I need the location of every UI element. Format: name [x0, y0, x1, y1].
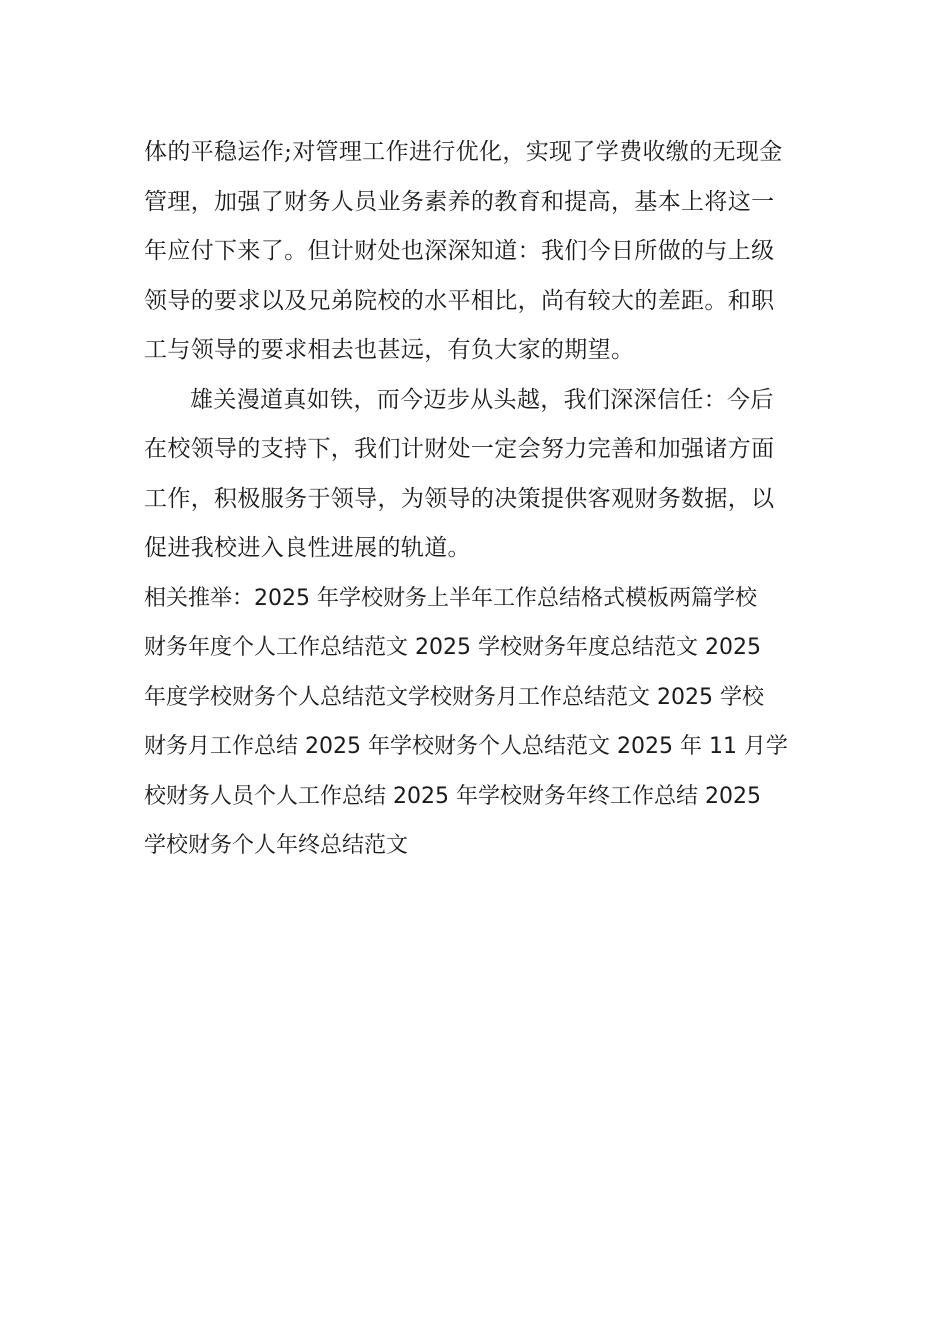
recommend-line: 年度学校财务个人总结范文学校财务月工作总结范文 2025 学校	[144, 684, 764, 710]
paragraph-line: 工与领导的要求相去也甚远，有负大家的期望。	[144, 337, 635, 363]
paragraph-summary	[144, 128, 806, 376]
paragraph-line: 促进我校进入良性进展的轨道。	[144, 535, 471, 561]
recommend-line: 相关推举：2025 年学校财务上半年工作总结格式模板两篇学校	[144, 585, 757, 611]
recommend-line: 财务月工作总结 2025 年学校财务个人总结范文 2025 年 11 月学	[144, 734, 788, 759]
document-body	[144, 128, 806, 871]
paragraph-line: 体的平稳运作;对管理工作进行优化，实现了学费收缴的无现金	[144, 139, 783, 165]
paragraph-outlook	[144, 376, 806, 574]
recommend-line: 财务年度个人工作总结范文 2025 学校财务年度总结范文 2025	[144, 635, 761, 660]
recommend-line: 校财务人员个人工作总结 2025 年学校财务年终工作总结 2025	[144, 783, 761, 809]
recommend-line: 学校财务个人年终总结范文	[144, 833, 409, 858]
paragraph-line: 管理，加强了财务人员业务素养的教育和提高，基本上将这一	[144, 188, 775, 215]
related-recommendations	[144, 574, 806, 871]
paragraph-line: 雄关漫道真如铁，而今迈步从头越，我们深深信任：今后	[190, 386, 774, 413]
paragraph-line: 领导的要求以及兄弟院校的水平相比，尚有较大的差距。和职	[144, 287, 775, 314]
paragraph-line: 在校领导的支持下，我们计财处一定会努力完善和加强诸方面	[144, 436, 775, 462]
paragraph-line: 年应付下来了。但计财处也深深知道：我们今日所做的与上级	[144, 238, 775, 264]
paragraph-line: 工作，积极服务于领导，为领导的决策提供客观财务数据，以	[144, 485, 775, 512]
